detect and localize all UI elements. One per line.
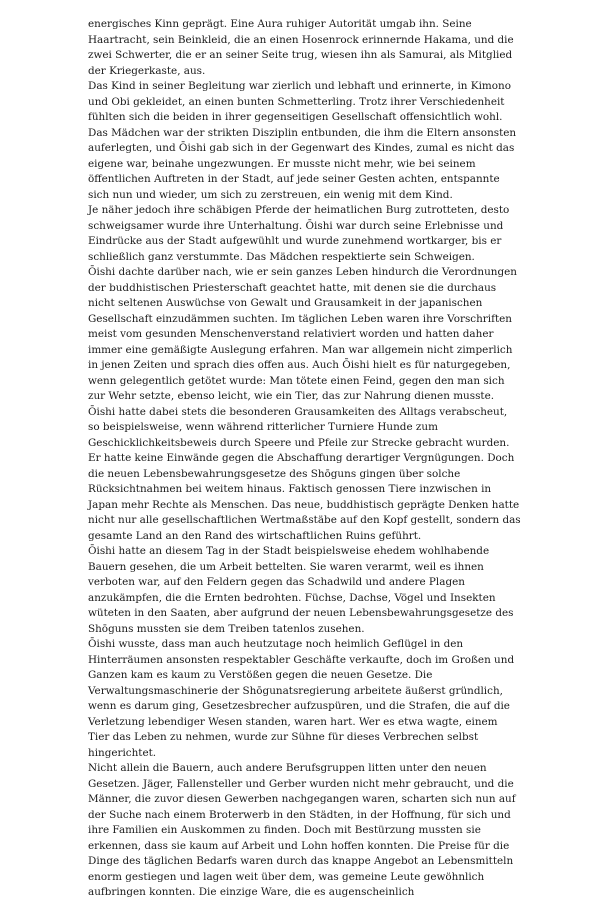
paragraph-8: Nicht allein die Bauern, auch andere Berufsgruppen litten unter den neuen Gesetzen. Jäger, Fallensteller und Gerber wurden nicht mehr gebraucht, und die Männer, die zuvor diesen Gewerben nachgegangen waren, scharten sich nun auf der Suche nach einem Broterwerb in den Städten, in der Hoffnung, für sich und ihre Familien ein Auskommen zu finden. Doch mit Bestürzung mussten sie erkennen, dass sie kaum auf Arbeit und Lohn hoffen konnten. Die Preise für die Dinge des täglichen Bedarfs waren durch das knappe Angebot an Lebensmitteln enorm gestiegen und lagen weit über dem, was gemeine Leute gewöhnlich aufbringen konnten. Die einzige Ware, die es augenscheinlich: [88, 762, 516, 898]
document-page: [88, 17, 522, 901]
paragraph-5: Ōishi hatte dabei stets die besonderen Grausamkeiten des Alltags verabscheut, so beispielsweise, wenn während ritterlicher Turniere Hunde zum Geschicklichkeitsbeweis durch Speere und Pfeile zur Strecke gebracht wurden. Er hatte keine Einwände gegen die Abschaffung derartiger Vergnügungen. Doch die neuen Lebensbewahrungsgesetze des Shōguns gingen über solche Rücksichtnahmen bei weitem hinaus. Faktisch genossen Tiere inzwischen in Japan mehr Rechte als Menschen. Das neue, buddhistisch geprägte Denken hatte nicht nur alle gesellschaftlichen Wertmaßstäbe auf den Kopf gestellt, sondern das gesamte Land an den Rand des wirtschaftlichen Ruins geführt.: [88, 405, 521, 542]
paragraph-4: Ōishi dachte darüber nach, wie er sein ganzes Leben hindurch die Verordnungen der buddhistischen Priesterschaft geachtet hatte, mit denen sie die durchaus nicht seltenen Auswüchse von Gewalt und Grausamkeit in der japanischen Gesellschaft einzudämmen suchten. Im täglichen Leben waren ihre Vorschriften meist vom gesunden Menschenverstand relativiert worden und hatten daher immer eine gemäßigte Auslegung erfahren. Man war allgemein nicht zimperlich in jenen Zeiten und sprach dies offen aus. Auch Ōishi hielt es für naturgegeben, wenn gelegentlich getötet wurde: Man tötete einen Feind, gegen den man sich zur Wehr setzte, ebenso leicht, wie ein Tier, das zur Nahrung dienen musste.: [88, 266, 517, 402]
paragraph-2: Das Kind in seiner Begleitung war zierlich und lebhaft und erinnerte, in Kimono und Obi gekleidet, an einen bunten Schmetterling. Trotz ihrer Verschiedenheit fühlten sich die beiden in ihrer gegenseitigen Gesellschaft offensichtlich wohl. Das Mädchen war der strikten Disziplin entbunden, die ihm die Eltern ansonsten auferlegten, und Ōishi gab sich in der Gegenwart des Kindes, zumal es nicht das eigene war, beinahe ungezwungen. Er musste nicht mehr, wie bei seinem öffentlichen Auftreten in der Stadt, auf jede seiner Gesten achten, entspannte sich nun und wieder, um sich zu zerstreuen, ein wenig mit dem Kind.: [88, 80, 517, 201]
paragraph-6: Ōishi hatte an diesem Tag in der Stadt beispielsweise ehedem wohlhabende Bauern gesehen, die um Arbeit bettelten. Sie waren verarmt, weil es ihnen verboten war, auf den Feldern gegen das Schadwild und andere Plagen anzukämpfen, die die Ernten bedrohten. Füchse, Dachse, Vögel und Insekten wüteten in den Saaten, aber aufgrund der neuen Lebensbewahrungsgesetze des Shōguns mussten sie dem Treiben tatenlos zusehen.: [88, 545, 514, 635]
paragraph-3: Je näher jedoch ihre schäbigen Pferde der heimatlichen Burg zutrotteten, desto schweigsamer wurde ihre Unterhaltung. Ōishi war durch seine Erlebnisse und Eindrücke aus der Stadt aufgewühlt und wurde zunehmend wortkarger, bis er schließlich ganz verstummte. Das Mädchen respektierte sein Schweigen.: [88, 204, 510, 263]
paragraph-1: energisches Kinn geprägt. Eine Aura ruhiger Autorität umgab ihn. Seine Haartracht, sein Beinkleid, die an einen Hosenrock erinnernde Hakama, und die zwei Schwerter, die er an seiner Seite trug, wiesen ihn als Samurai, als Mitglied der Kriegerkaste, aus.: [88, 18, 514, 77]
paragraph-7: Ōishi wusste, dass man auch heutzutage noch heimlich Geflügel in den Hinterräumen ansonsten respektabler Geschäfte verkaufte, doch im Großen und Ganzen kam es kaum zu Verstößen gegen die neuen Gesetze. Die Verwaltungsmaschinerie der Shōgunatsregierung arbeitete äußerst gründlich, wenn es darum ging, Gesetzesbrecher aufzuspüren, und die Strafen, die auf die Verletzung lebendiger Wesen standen, waren hart. Wer es etwa wagte, einem Tier das Leben zu nehmen, wurde zur Sühne für dieses Verbrechen selbst hingerichtet.: [88, 638, 515, 759]
